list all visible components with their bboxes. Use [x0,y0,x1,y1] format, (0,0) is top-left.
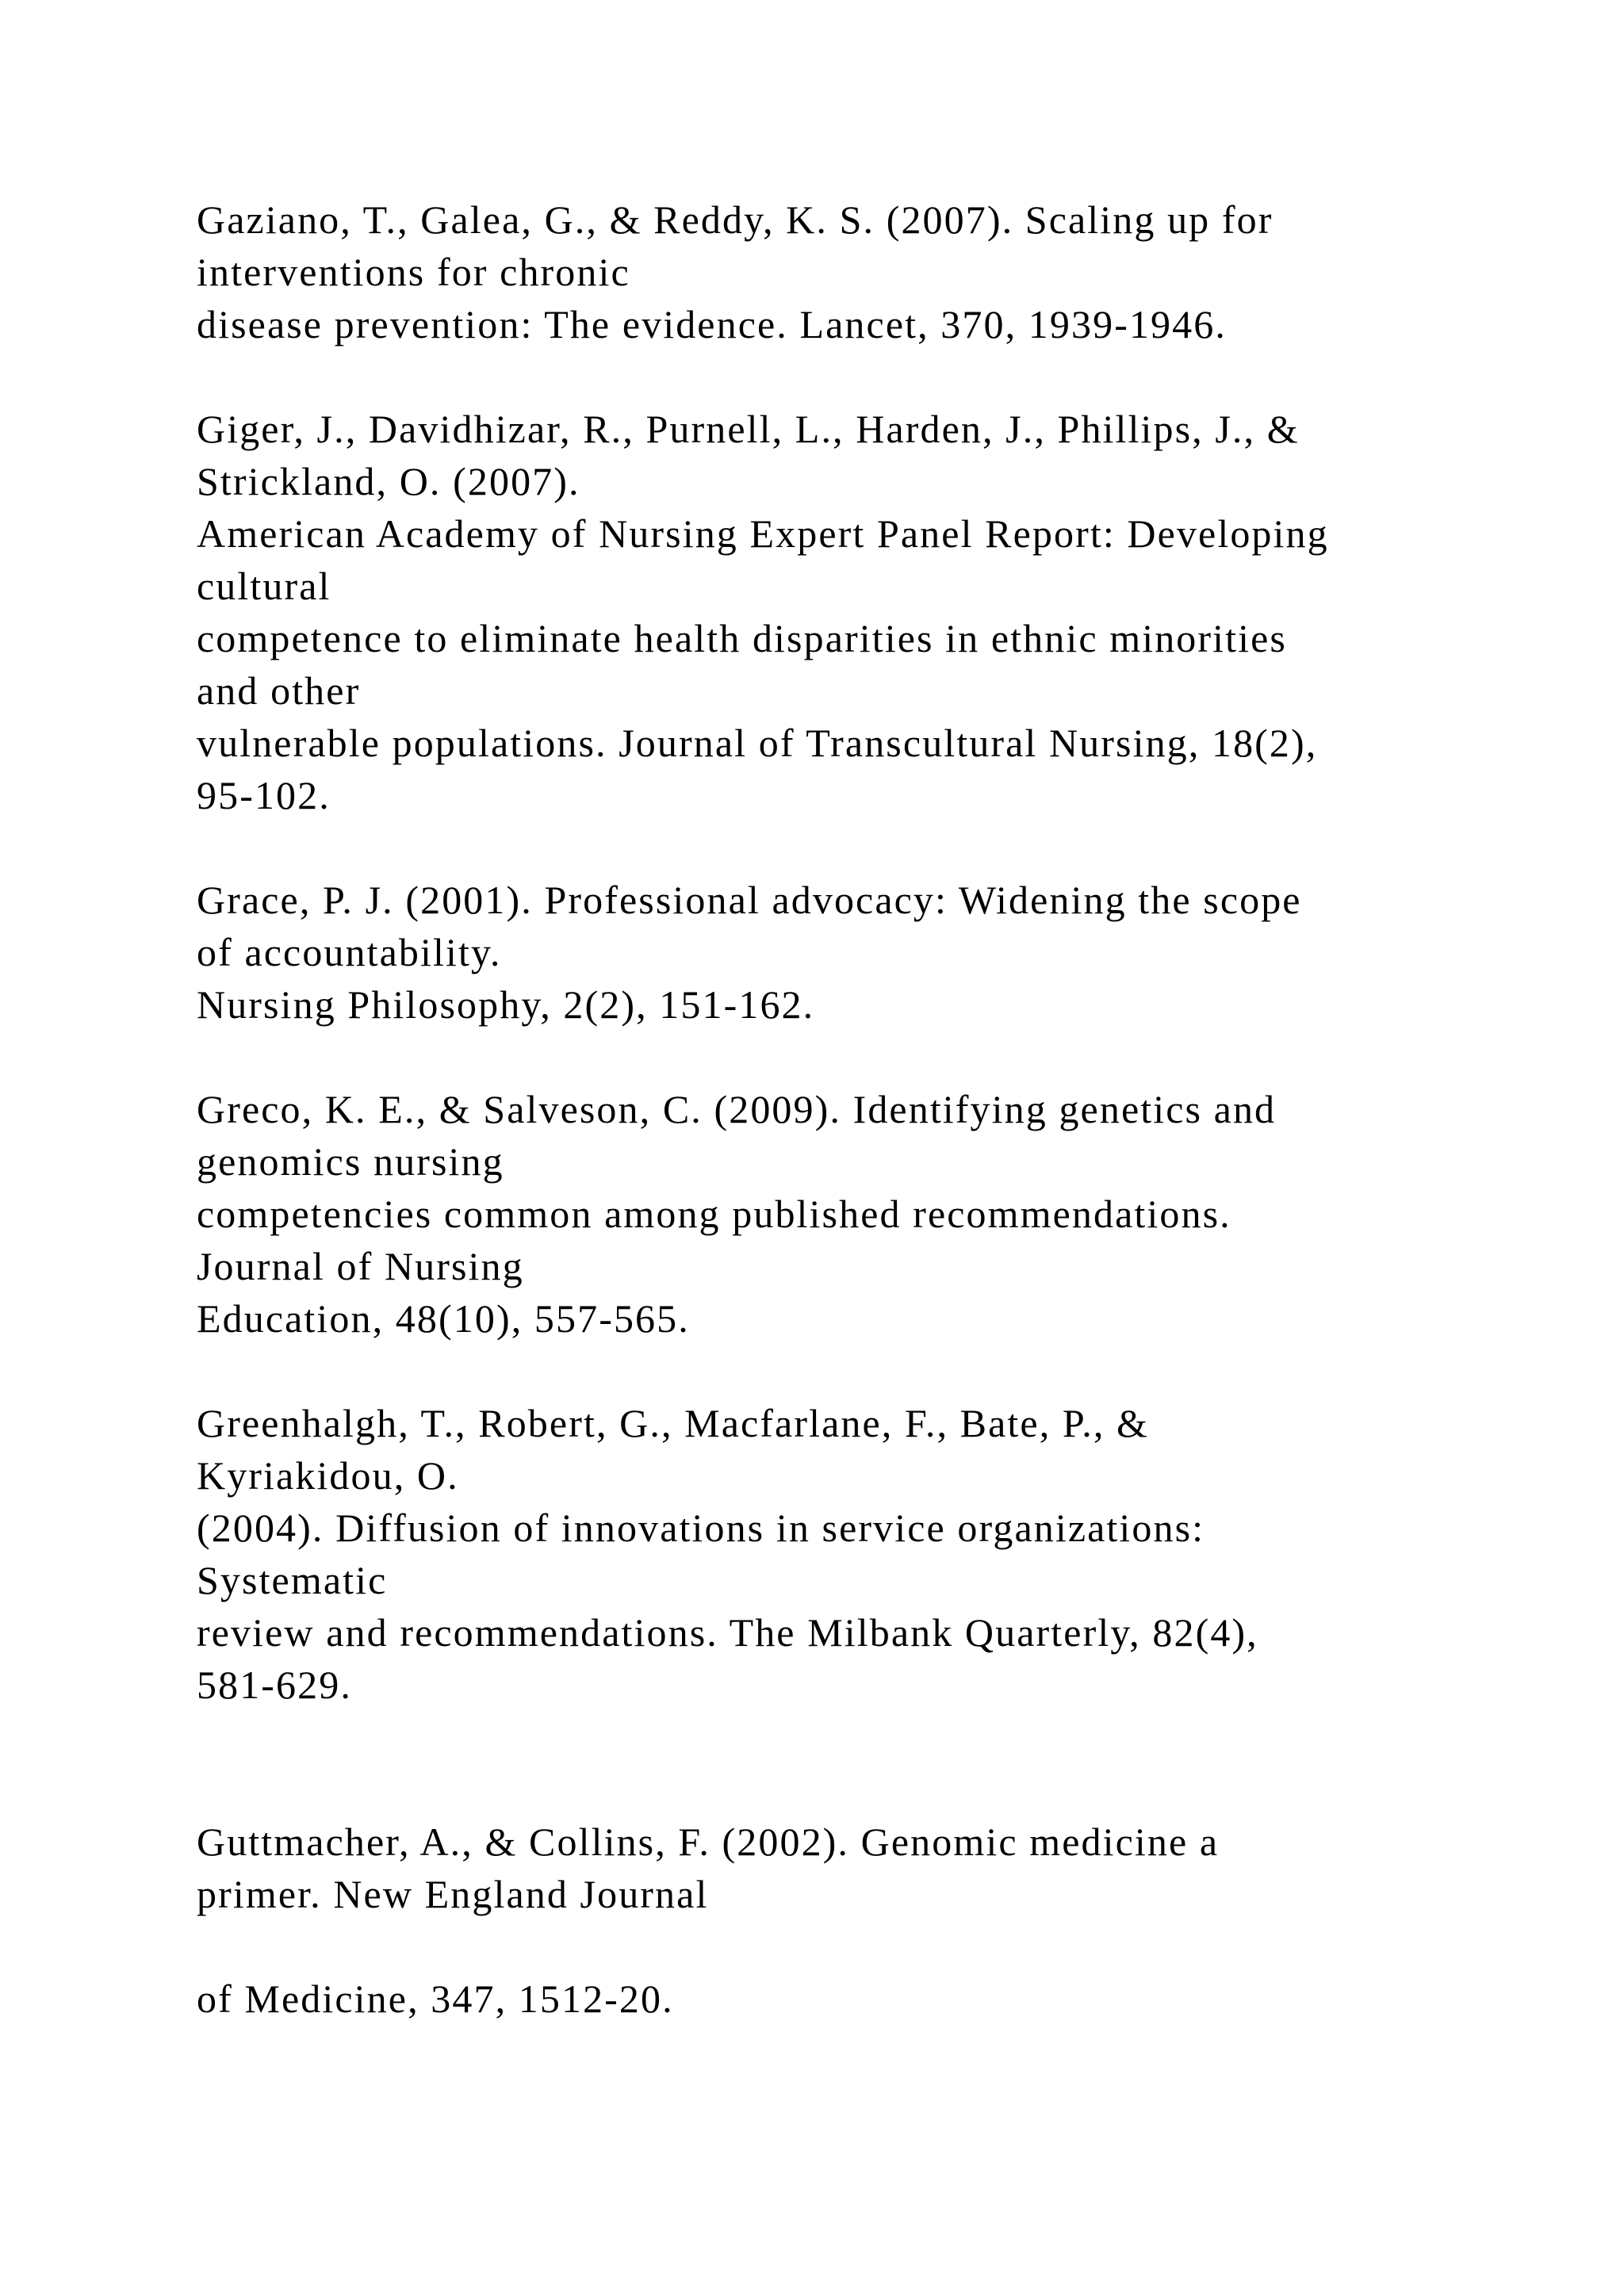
reference-line [197,1920,1608,1973]
reference-entry [197,1816,1608,2025]
reference-line: Systematic [197,1558,388,1602]
reference-line: 581-629. [197,1663,352,1707]
reference-entry [197,1397,1608,1711]
reference-line: of accountability. [197,930,502,974]
reference-line: Journal of Nursing [197,1244,524,1288]
reference-line: disease prevention: The evidence. Lancet, 370, 1939-1946. [197,302,1227,346]
paragraph-gap [197,821,1608,874]
reference-line: Kyriakidou, O. [197,1453,459,1498]
reference-entry [197,874,1608,1031]
reference-line: Guttmacher, A., & Collins, F. (2002). Genomic medicine a [197,1820,1220,1864]
reference-line: competence to eliminate health disparities in ethnic minorities [197,616,1287,660]
reference-line: 95-102. [197,773,331,817]
reference-line: Greco, K. E., & Salveson, C. (2009). Identifying genetics and [197,1087,1277,1131]
reference-line: (2004). Diffusion of innovations in service organizations: [197,1506,1205,1550]
reference-entry [197,403,1608,821]
reference-line: of Medicine, 347, 1512-20. [197,1976,674,2021]
reference-line: vulnerable populations. Journal of Transcultural Nursing, 18(2), [197,721,1318,765]
paragraph-gap [197,1763,1608,1816]
reference-line: cultural [197,564,331,608]
reference-line: review and recommendations. The Milbank Quarterly, 82(4), [197,1610,1258,1655]
paragraph-gap [197,1345,1608,1397]
reference-entry [197,193,1608,350]
paragraph-gap [197,350,1608,403]
reference-line: Giger, J., Davidhizar, R., Purnell, L., Harden, J., Phillips, J., & [197,407,1300,451]
reference-line: Education, 48(10), 557-565. [197,1296,690,1341]
reference-line: Gaziano, T., Galea, G., & Reddy, K. S. (2007). Scaling up for [197,197,1274,242]
paragraph-gap [197,1031,1608,1083]
reference-line: Greenhalgh, T., Robert, G., Macfarlane, F., Bate, P., & [197,1401,1150,1445]
reference-line: genomics nursing [197,1139,504,1184]
reference-line: Grace, P. J. (2001). Professional advocacy: Widening the scope [197,878,1302,922]
reference-line: interventions for chronic [197,250,630,294]
reference-line: American Academy of Nursing Expert Panel Report: Developing [197,511,1329,556]
reference-line: Nursing Philosophy, 2(2), 151-162. [197,982,815,1027]
reference-line: competencies common among published recommendations. [197,1192,1231,1236]
reference-line: primer. New England Journal [197,1872,709,1916]
reference-line: and other [197,668,361,713]
paragraph-gap [197,1711,1608,1763]
reference-entry [197,1083,1608,1345]
reference-line: Strickland, O. (2007). [197,459,580,503]
reference-list [197,193,1608,2025]
